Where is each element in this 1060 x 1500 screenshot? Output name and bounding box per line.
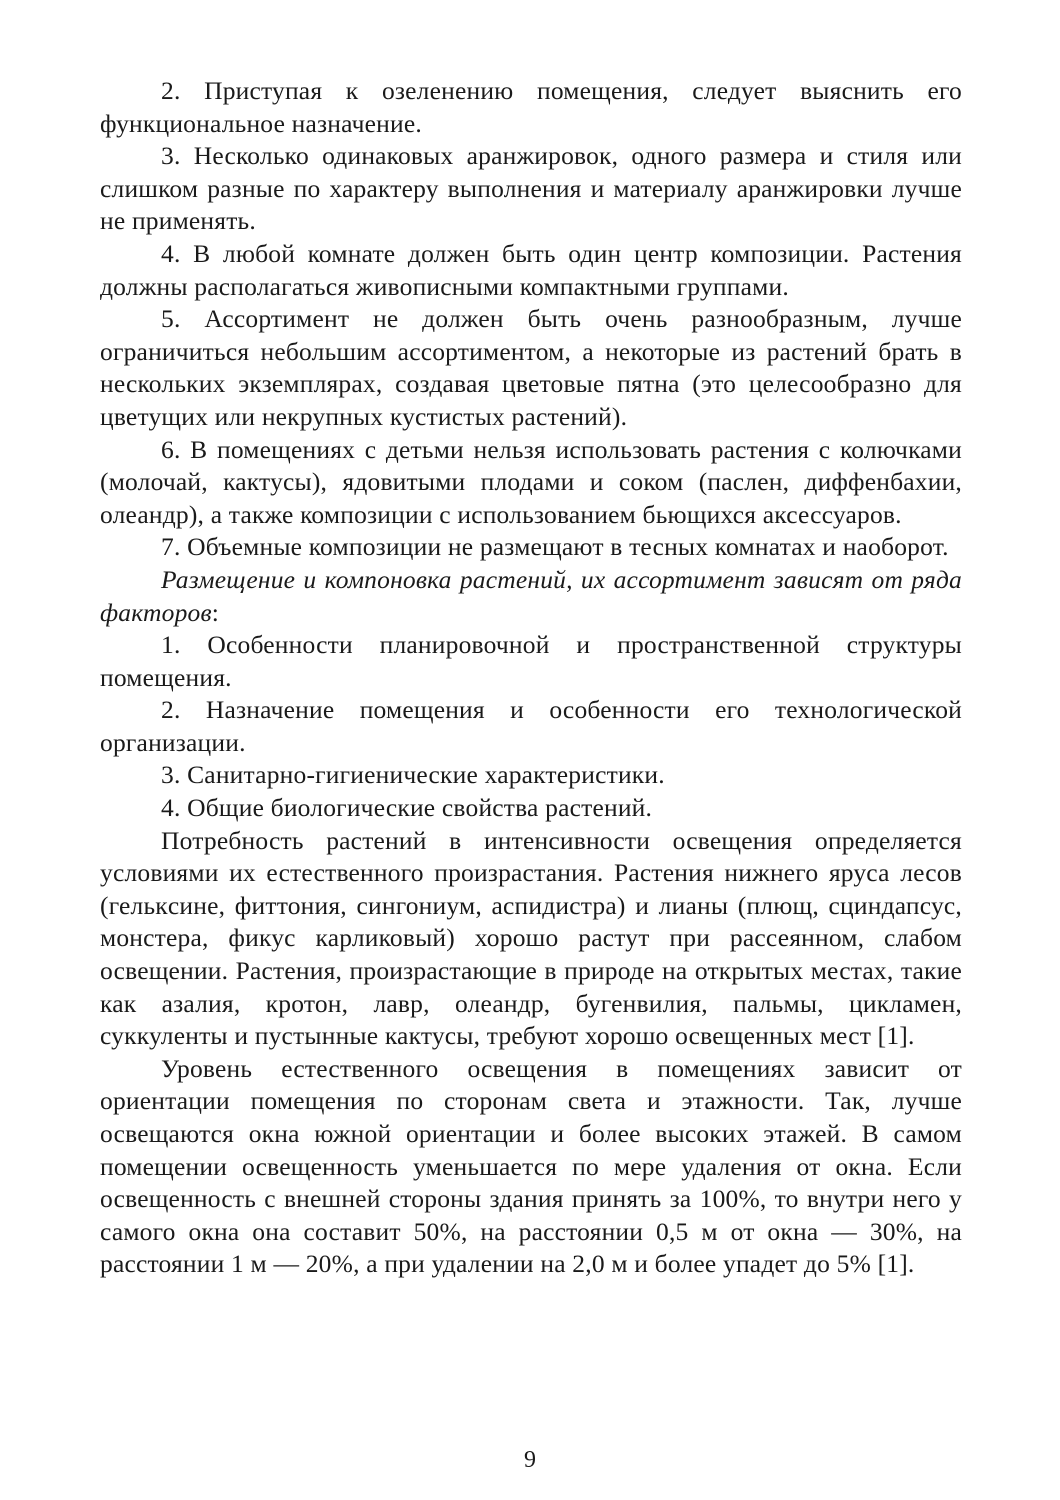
list-item-3: 3. Несколько одинаковых аранжировок, одного размера и стиля или слишком разные по характеру выполнения и материалу аранжировки лучше не применять. — [100, 141, 962, 236]
page-number: 9 — [524, 1447, 536, 1473]
factors-lead-paragraph — [100, 564, 962, 629]
factor-item-3: 3. Санитарно-гигиенические характеристики. — [161, 760, 665, 790]
page-body — [100, 75, 962, 1281]
list-item-6: 6. В помещениях с детьми нельзя использовать растения с колючками (молочай, кактусы), ядовитыми плодами и соком (паслен, диффенбахии, олеандр), а также композиции с использованием бьющихся аксессуаров. — [100, 434, 962, 529]
factor-item-4: 4. Общие биологические свойства растений. — [161, 793, 653, 823]
list-item-5: 5. Ассортимент не должен быть очень разнообразным, лучше ограничиться небольшим ассортиментом, а некоторые из растений брать в нескольких экземплярах, создавая цветовые пятна (это целесообразно для цветущих или некрупных кустистых растений). — [100, 304, 962, 431]
paragraph-light-need: Потребность растений в интенсивности освещения определяется условиями их естественного произрастания. Растения нижнего яруса лесов (гелькcине, фиттония, сингониум, аспидистра) и лианы (плющ, сциндапсус, монстера, фикус карликовый) хорошо растут при рассеянном, слабом освещении. Растения, произрастающие в природе на открытых местах, такие как азалия, кротон, лавр, олеандр, бугенвилия, пальмы, цикламен, суккуленты и пустынные кактусы, требуют хорошо освещенных мест [1]. — [100, 825, 962, 1051]
factor-item-1: 1. Особенности планировочной и пространственной структуры помещения. — [100, 630, 962, 692]
list-item-4: 4. В любой комнате должен быть один центр композиции. Растения должны располагаться живописными компактными группами. — [100, 238, 962, 301]
factor-item-2: 2. Назначение помещения и особенности его технологической организации. — [100, 695, 962, 757]
factors-lead-colon: : — [211, 597, 220, 627]
factors-lead-italic: Размещение и компоновка растений, их ассортимент зависят от ряда факторов — [100, 564, 962, 627]
list-item-2: 2. Приступая к озеленению помещения, следует выяснить его функциональное назначение. — [100, 76, 962, 138]
paragraph-natural-light: Уровень естественного освещения в помещениях зависит от ориентации помещения по сторонам света и этажности. Так, лучше освещаются окна южной ориентации и более высоких этажей. В самом помещении освещенность уменьшается по мере удаления от окна. Если освещенность с внешней стороны здания принять за 100%, то внутри него у самого окна она составит 50%, на расстоянии 0,5 м от окна — 30%, на расстоянии 1 м — 20%, а при удалении на 2,0 м и более упадет до 5% [1]. — [100, 1053, 962, 1279]
list-item-7: 7. Объемные композиции не размещают в тесных комнатах и наоборот. — [161, 532, 949, 562]
